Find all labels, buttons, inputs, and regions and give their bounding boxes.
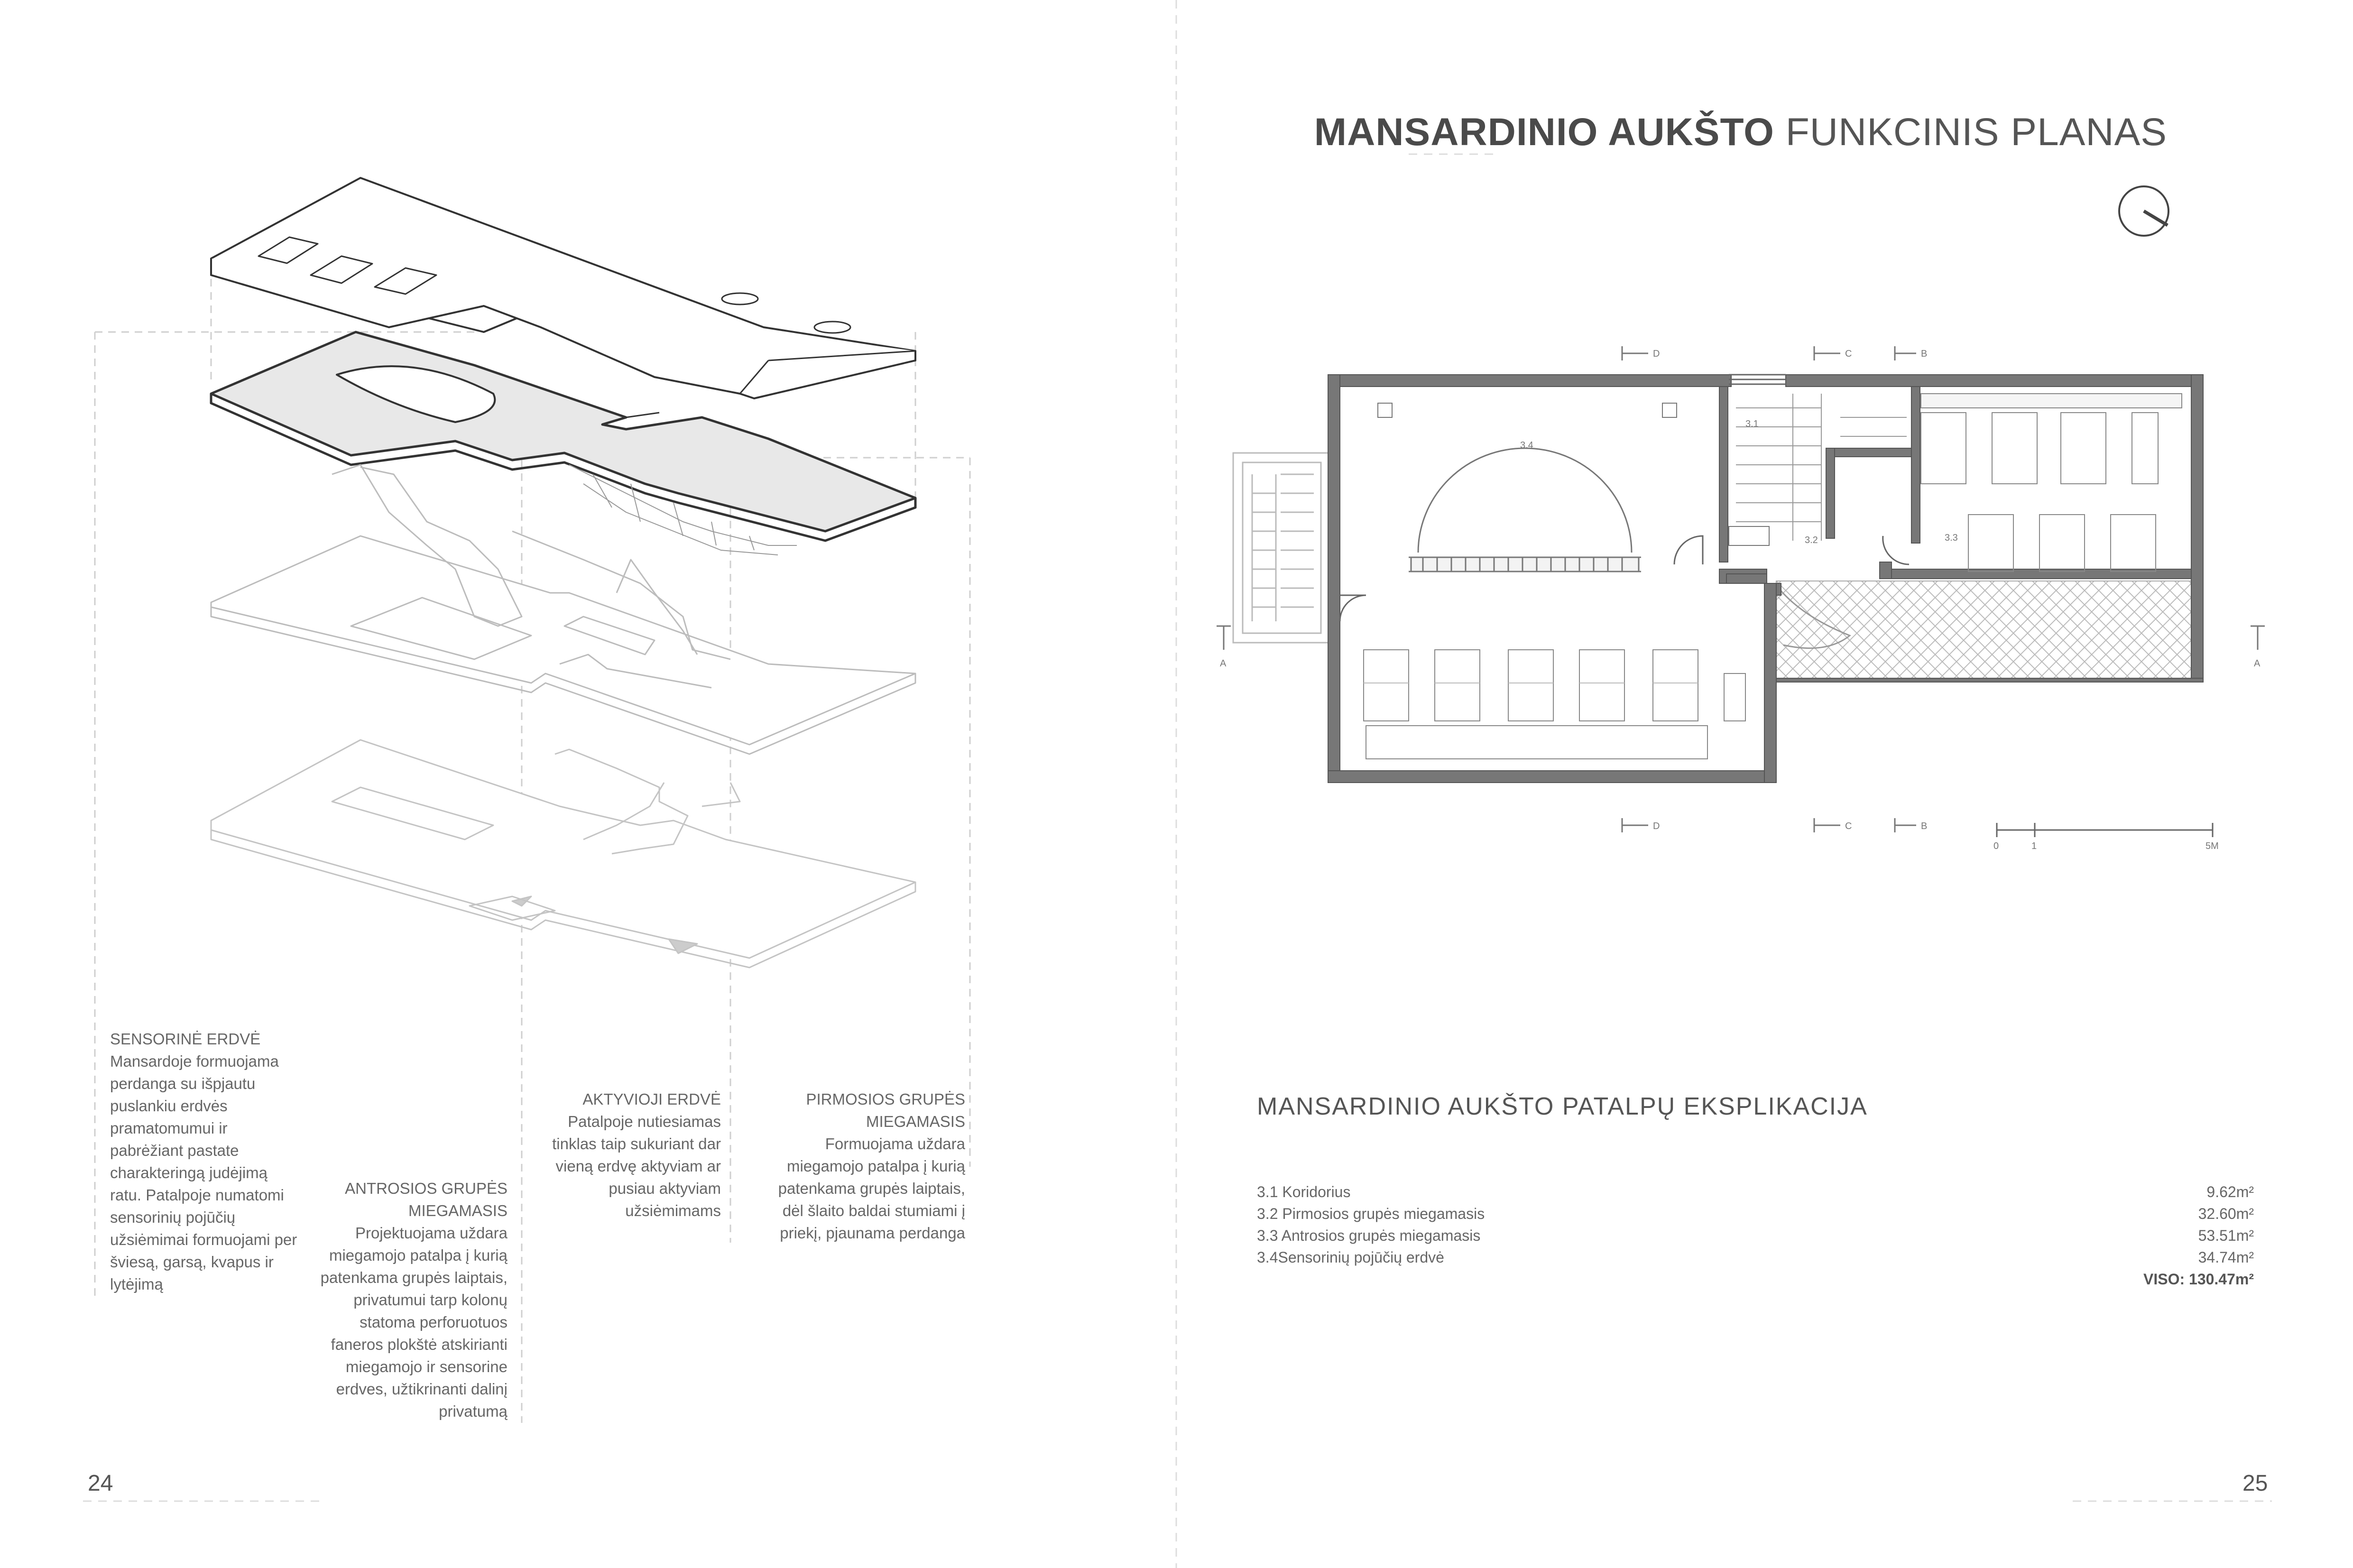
note-line: sensorinių pojūčių (110, 1208, 236, 1226)
note-line: charakteringą judėjimą (110, 1164, 268, 1181)
room-name: 3.2 Pirmosios grupės miegamasis (1257, 1205, 1485, 1222)
note-heading: MIEGAMASIS (408, 1202, 508, 1219)
room-label-3-2: 3.2 (1805, 535, 1818, 545)
scale-5m: 5M (2205, 841, 2219, 851)
room-label-3-4: 3.4 (1520, 440, 1533, 451)
explication-row (1257, 1225, 2254, 1246)
room-area: 34.74m² (2198, 1248, 2254, 1266)
room-label-3-3: 3.3 (1945, 533, 1958, 543)
section-d-bottom-label: D (1653, 821, 1660, 831)
explication-title: MANSARDINIO AUKŠTO PATALPŲ EKSPLIKACIJA (1257, 1093, 1868, 1120)
note-line: miegamojo patalpa į kurią (329, 1246, 508, 1264)
note-line: pabrėžiant pastate (110, 1142, 239, 1159)
north-arrow (2119, 186, 2168, 236)
note-line: Formuojama uždara (825, 1135, 965, 1153)
section-b-top-label: B (1921, 349, 1928, 359)
note-line: Mansardoje formuojama (110, 1052, 279, 1070)
sensory-arc (1409, 448, 1641, 572)
note-active-space (517, 1088, 721, 1222)
section-a-left-label: A (1220, 658, 1227, 669)
section-a-right-label: A (2254, 658, 2261, 669)
room-name: 3.4Sensorinių pojūčių erdvė (1257, 1248, 1444, 1266)
room-label-3-1: 3.1 (1745, 419, 1759, 429)
note-line: lytėjimą (110, 1275, 163, 1293)
floor-plan (1217, 346, 2265, 851)
section-c-bottom-label: C (1845, 821, 1852, 831)
note-line: užsiėmimams (625, 1202, 721, 1219)
note-first-group-bedroom (749, 1088, 965, 1244)
note-line: ratu. Patalpoje numatomi (110, 1186, 284, 1204)
note-line: miegamojo ir sensorine (345, 1358, 508, 1375)
note-line: pramatomumui ir (110, 1119, 228, 1137)
note-line: pusiau aktyviam (609, 1180, 721, 1197)
note-line: faneros plokštė atskirianti (331, 1336, 508, 1353)
first-floor-layer (211, 740, 915, 968)
note-heading: MIEGAMASIS (866, 1113, 965, 1130)
note-second-group-bedroom (294, 1177, 508, 1422)
beds-lower (1364, 650, 1745, 759)
note-line: priekį, pjaunama perdanga (780, 1224, 965, 1242)
note-sensory-space (110, 1028, 314, 1295)
note-line: erdves, užtikrinanti dalinį (336, 1380, 508, 1398)
note-line: patenkama grupės laiptais, (778, 1180, 965, 1197)
title-bold: MANSARDINIO AUKŠTO (1314, 111, 1774, 154)
explication-row (1257, 1246, 2254, 1268)
title-light: FUNKCINIS PLANAS (1785, 111, 2167, 154)
note-line: Patalpoje nutiesiamas (568, 1113, 721, 1130)
note-line: privatumui tarp kolonų (353, 1291, 508, 1309)
scale-bar (1997, 823, 2213, 837)
note-line: užsiėmimai formuojami per (110, 1231, 297, 1248)
note-heading: PIRMOSIOS GRUPĖS (806, 1090, 965, 1108)
section-c-top-label: C (1845, 349, 1852, 359)
net-area (1776, 581, 2201, 678)
note-line: perdanga su išpjautu (110, 1075, 256, 1092)
note-line: tinklas taip sukuriant dar (552, 1135, 721, 1153)
note-heading: ANTROSIOS GRUPĖS (345, 1180, 508, 1197)
page-number-left: 24 (88, 1471, 113, 1496)
note-heading: AKTYVIOJI ERDVĖ (582, 1090, 721, 1108)
section-d-top-label: D (1653, 349, 1660, 359)
central-stair (1736, 394, 1907, 541)
beds-upper (1921, 394, 2182, 572)
note-line: šviesą, garsą, kvapus ir (110, 1253, 274, 1271)
note-line: Projektuojama uždara (355, 1224, 508, 1242)
room-area: 32.60m² (2198, 1205, 2254, 1222)
total-area: VISO: 130.47m² (2143, 1270, 2254, 1288)
explication-row (1257, 1181, 2254, 1203)
page-title (1314, 110, 2167, 155)
note-line: statoma perforuotuos (360, 1313, 508, 1331)
external-stair (1233, 453, 1330, 643)
room-area: 53.51m² (2198, 1227, 2254, 1244)
note-line: patenkama grupės laiptais, (320, 1269, 508, 1286)
section-b-bottom-label: B (1921, 821, 1928, 831)
note-line: dėl šlaito baldai stumiami į (782, 1202, 965, 1219)
info-box (1729, 526, 1769, 545)
explication-total (1257, 1268, 2254, 1290)
note-line: privatumą (439, 1402, 508, 1420)
page-number-right: 25 (2242, 1471, 2268, 1496)
note-line: puslankiu erdvės (110, 1097, 228, 1115)
room-area: 9.62m² (2206, 1183, 2254, 1200)
note-heading: SENSORINĖ ERDVĖ (110, 1030, 261, 1048)
scale-0: 0 (1993, 841, 1999, 851)
explication-table (1257, 1181, 2254, 1290)
scale-1: 1 (2031, 841, 2037, 851)
explication-row (1257, 1203, 2254, 1225)
note-line: vieną erdvę aktyviam ar (555, 1157, 721, 1175)
room-name: 3.3 Antrosios grupės miegamasis (1257, 1227, 1481, 1244)
note-line: miegamojo patalpa į kurią (786, 1157, 965, 1175)
room-name: 3.1 Koridorius (1257, 1183, 1351, 1200)
